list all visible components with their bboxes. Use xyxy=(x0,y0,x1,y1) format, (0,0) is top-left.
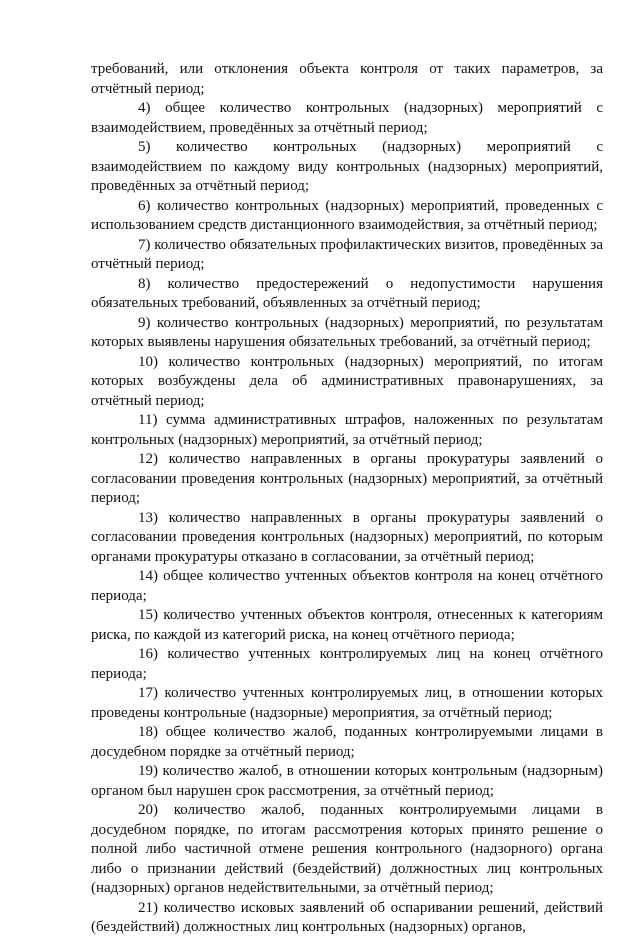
list-item-21: 21) количество исковых заявлений об оспаривании решений, действий (бездействий) должностных лиц контрольных (надзорных) органов, xyxy=(91,899,603,935)
document-page xyxy=(91,60,603,938)
paragraph-continuation: требований, или отклонения объекта контроля от таких параметров, за отчётный период; xyxy=(91,61,603,97)
list-item-4: 4) общее количество контрольных (надзорных) мероприятий с взаимодействием, проведённых за отчётный период; xyxy=(91,100,603,136)
list-item-10: 10) количество контрольных (надзорных) мероприятий, по итогам которых возбуждены дела об административных правонарушениях, за отчётный период; xyxy=(91,353,603,409)
list-item-16: 16) количество учтенных контролируемых лиц на конец отчётного периода; xyxy=(91,646,603,682)
list-item-12: 12) количество направленных в органы прокуратуры заявлений о согласовании проведения контрольных (надзорных) мероприятий, за отчётный период; xyxy=(91,451,603,506)
list-item-11: 11) сумма административных штрафов, наложенных по результатам контрольных (надзорных) мероприятий, за отчётный период; xyxy=(91,412,603,448)
list-item-20: 20) количество жалоб, поданных контролируемыми лицами в досудебном порядке, по итогам рассмотрения которых принято решение о полной либо частичной отмене решения контрольного (надзорного) органа либо о признании действий (бездействий) должностных лиц контрольных (надзорных) органов недействительными, за отчётный период; xyxy=(91,802,603,896)
list-item-15: 15) количество учтенных объектов контроля, отнесенных к категориям риска, по каждой из категорий риска, на конец отчётного периода; xyxy=(91,607,603,643)
list-item-7: 7) количество обязательных профилактических визитов, проведённых за отчётный период; xyxy=(91,236,603,272)
list-item-9: 9) количество контрольных (надзорных) мероприятий, по результатам которых выявлены нарушения обязательных требований, за отчётный период; xyxy=(91,314,603,350)
list-item-5: 5) количество контрольных (надзорных) мероприятий с взаимодействием по каждому виду контрольных (надзорных) мероприятий, проведённых за отчётный период; xyxy=(91,139,603,194)
list-item-14: 14) общее количество учтенных объектов контроля на конец отчётного периода; xyxy=(91,568,603,604)
list-item-19: 19) количество жалоб, в отношении которых контрольным (надзорным) органом был нарушен срок рассмотрения, за отчётный период; xyxy=(91,763,603,799)
list-item-18: 18) общее количество жалоб, поданных контролируемыми лицами в досудебном порядке за отчётный период; xyxy=(91,724,603,760)
list-item-6: 6) количество контрольных (надзорных) мероприятий, проведенных с использованием средств дистанционного взаимодействия, за отчётный период; xyxy=(91,197,603,233)
list-item-13: 13) количество направленных в органы прокуратуры заявлений о согласовании проведения контрольных (надзорных) мероприятий, по которым органами прокуратуры отказано в согласовании, за отчётный период; xyxy=(91,509,603,565)
list-item-17: 17) количество учтенных контролируемых лиц, в отношении которых проведены контрольные (надзорные) мероприятия, за отчётный период; xyxy=(91,685,603,721)
list-item-8: 8) количество предостережений о недопустимости нарушения обязательных требований, объявленных за отчётный период; xyxy=(91,275,603,311)
